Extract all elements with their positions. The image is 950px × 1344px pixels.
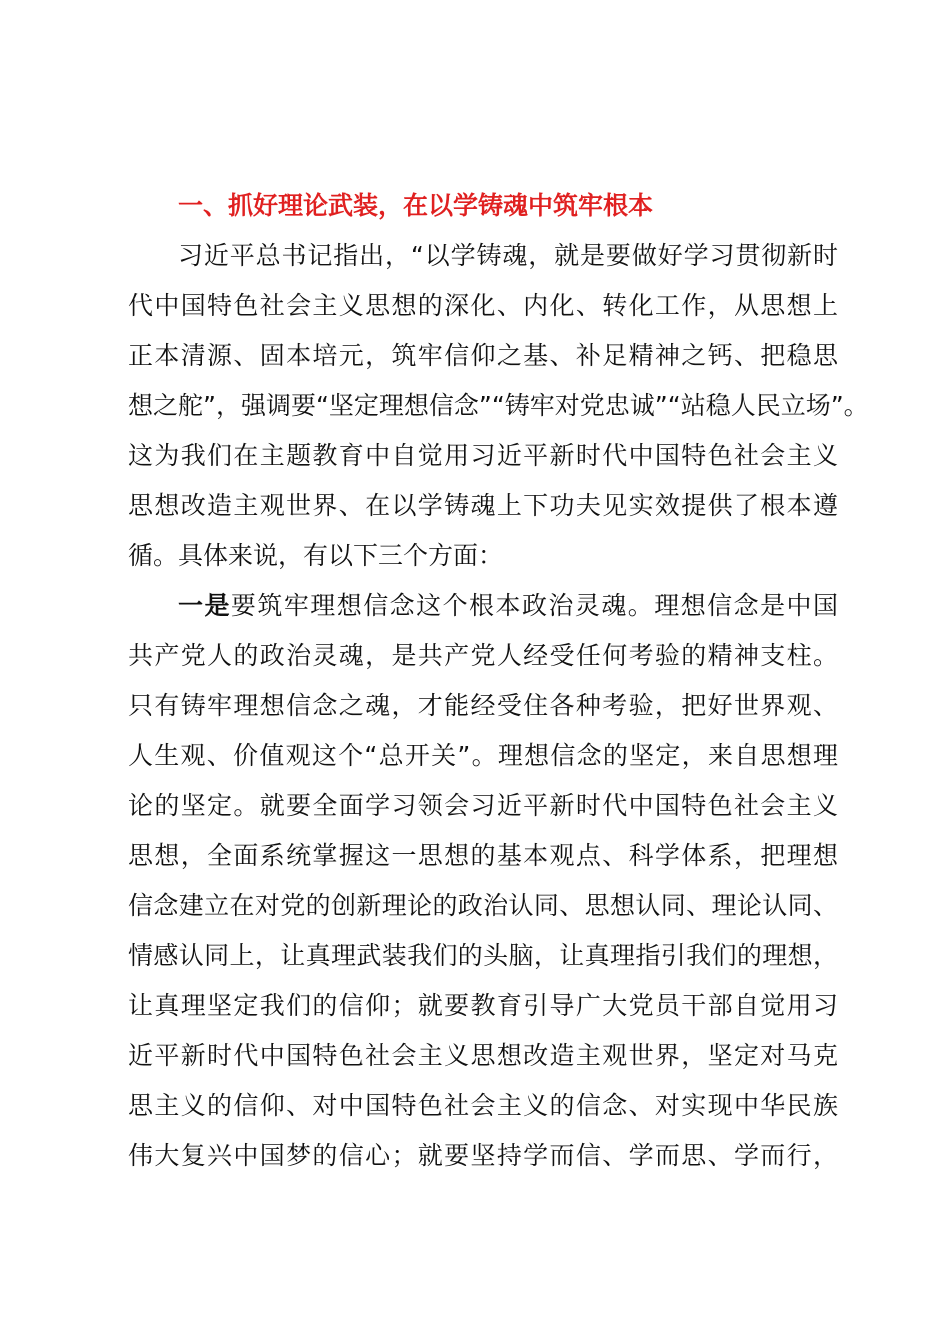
paragraph2-line: 近平新时代中国特色社会主义思想改造主观世界，坚定对马克 bbox=[128, 1041, 838, 1070]
paragraph1-line: 这为我们在主题教育中自觉用习近平新时代中国特色社会主义 bbox=[128, 441, 838, 470]
paragraph2-line: 人生观、价值观这个“总开关”。理想信念的坚定，来自思想理 bbox=[128, 741, 838, 770]
paragraph2-line: 共产党人的政治灵魂，是共产党人经受任何考验的精神支柱。 bbox=[128, 641, 838, 670]
paragraph2-first-line-text: 要筑牢理想信念这个根本政治灵魂。理想信念是中国 bbox=[230, 591, 838, 620]
paragraph2-line: 思想，全面系统掌握这一思想的基本观点、科学体系，把理想 bbox=[128, 841, 838, 870]
paragraph2-line: 伟大复兴中国梦的信心；就要坚持学而信、学而思、学而行， bbox=[128, 1141, 838, 1170]
paragraph2-line: 让真理坚定我们的信仰；就要教育引导广大党员干部自觉用习 bbox=[128, 991, 838, 1020]
paragraph2-line: 思主义的信仰、对中国特色社会主义的信念、对实现中华民族 bbox=[128, 1091, 838, 1120]
section-heading: 一、抓好理论武装，在以学铸魂中筑牢根本 bbox=[178, 191, 654, 220]
paragraph2-line: 只有铸牢理想信念之魂，才能经受住各种考验，把好世界观、 bbox=[128, 691, 838, 720]
paragraph2-line: 情感认同上，让真理武装我们的头脑，让真理指引我们的理想， bbox=[128, 941, 838, 970]
paragraph2-lead: 一是 bbox=[178, 591, 231, 620]
paragraph1-line: 代中国特色社会主义思想的深化、内化、转化工作，从思想上 bbox=[128, 291, 838, 320]
paragraph2-line: 信念建立在对党的创新理论的政治认同、思想认同、理论认同、 bbox=[128, 891, 838, 920]
paragraph1-line: 思想改造主观世界、在以学铸魂上下功夫见实效提供了根本遵 bbox=[128, 491, 838, 520]
paragraph2-line: 论的坚定。就要全面学习领会习近平新时代中国特色社会主义 bbox=[128, 791, 838, 820]
paragraph2-first-line bbox=[178, 586, 838, 626]
paragraph1-line: 正本清源、固本培元，筑牢信仰之基、补足精神之钙、把稳思 bbox=[128, 341, 838, 370]
paragraph1-line: 循。具体来说，有以下三个方面： bbox=[128, 541, 504, 570]
paragraph1-line: 习近平总书记指出，“以学铸魂，就是要做好学习贯彻新时 bbox=[178, 241, 838, 270]
paragraph1-line: 想之舵”，强调要“坚定理想信念”“铸牢对党忠诚”“站稳人民立场”。 bbox=[128, 391, 869, 420]
